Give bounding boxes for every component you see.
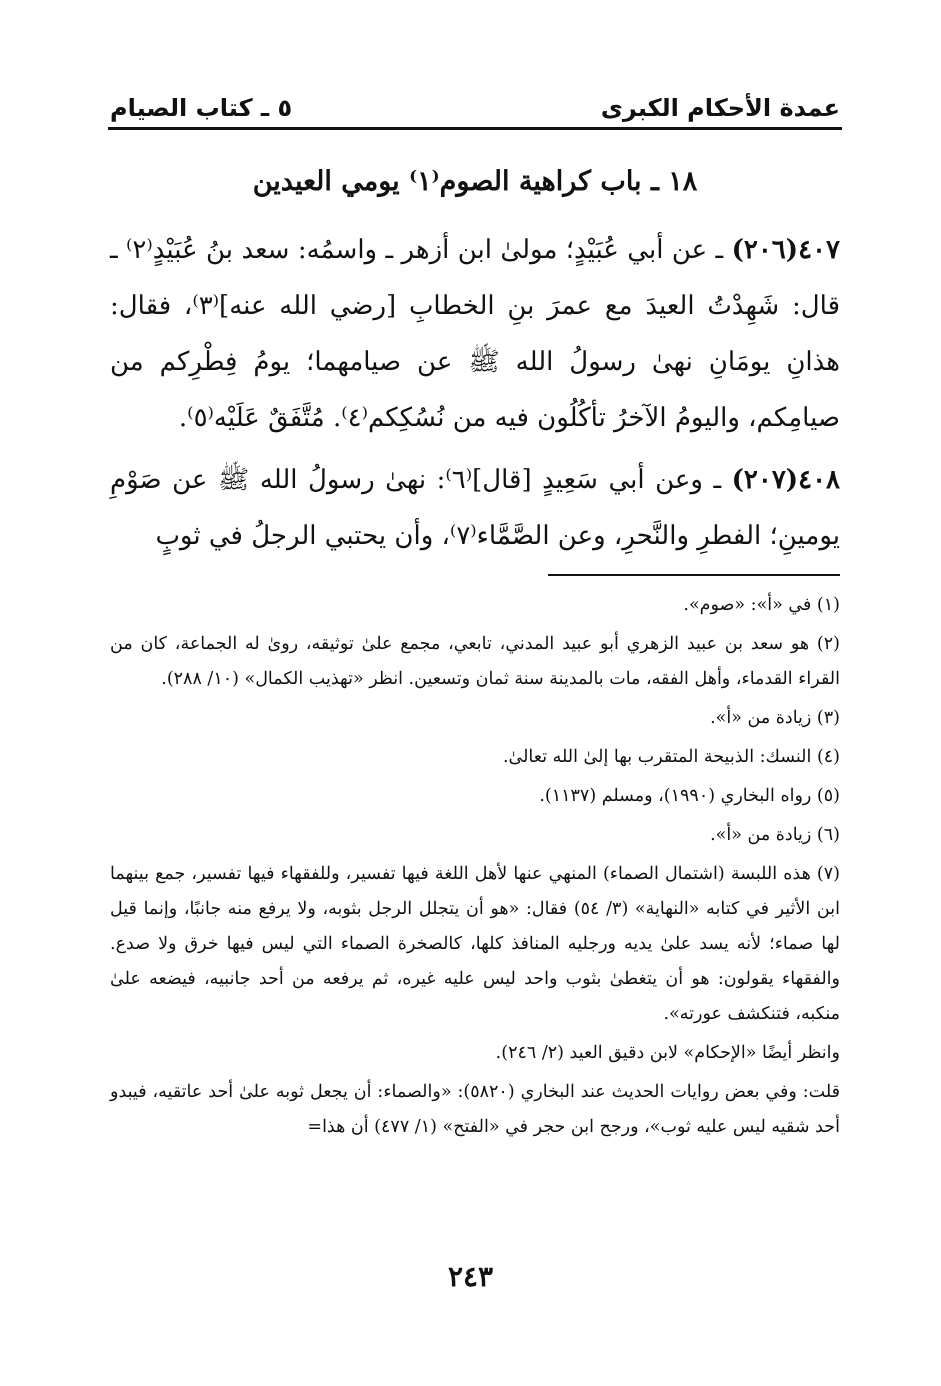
hadith-text: ـ عن أبي عُبَيْدٍ؛ مولىٰ ابن أزهر ـ واسمُه: سعد بنُ عُبَيْدٍ⁽٢⁾ ـ قال: شَهِدْتُ العيدَ مع عمرَ بنِ الخطابِ [رضي الله عنه]⁽٣⁾، فقال: هذانِ يومَانِ نهىٰ رسولُ الله ﷺ عن صيامهما؛ يومُ فِطْرِكم من صيامِكم، واليومُ الآخرُ تأكُلُون فيه من نُسُكِكم⁽٤⁾. مُتَّفَقٌ عَلَيْه⁽٥⁾.	[110, 235, 840, 433]
hadith-paragraph	[110, 222, 840, 446]
hadith-paragraph	[110, 452, 840, 564]
page-number: ٢٤٣	[447, 1260, 494, 1293]
footnote: (٧) هذه اللبسة (اشتمال الصماء) المنهي عنها لأهل اللغة فيها تفسير، وللفقهاء فيها تفسير، جمع بينهما ابن الأثير في كتابه «النهاية» (٣/ ٥٤) فقال: «هو أن يتجلل الرجل بثوبه، ولا يرفع منه جانبًا، وإنما قيل لها صماء؛ لأنه يسد علىٰ يديه ورجليه المنافذ كلها، كالصخرة الصماء التي ليس فيها خرق ولا صدع. والفقهاء يقولون: هو أن يتغطىٰ بثوب واحد ليس عليه غيره، ثم يرفعه من أحد جانبيه، فيضعه علىٰ منكبه، فتنكشف عورته».	[110, 864, 840, 1024]
section-title: ١٨ ـ باب كراهية الصوم⁽١⁾ يومي العيدين	[252, 166, 698, 197]
footnote: وانظر أيضًا «الإحكام» لابن دقيق العيد (٢/ ٢٤٦).	[495, 1043, 840, 1063]
running-header	[110, 92, 840, 128]
chapter-name: ٥ ـ كتاب الصيام	[110, 94, 293, 122]
hadith-number: ٤٠٨(٢٠٧)	[731, 465, 841, 495]
footnotes	[110, 588, 840, 1149]
footnote: (٤) النسك: الذبيحة المتقرب بها إلىٰ الله تعالىٰ.	[502, 747, 840, 767]
footnote: (٢) هو سعد بن عبيد الزهري أبو عبيد المدني، تابعي، مجمع علىٰ توثيقه، روىٰ له الجماعة، كان من القراء القدماء، وأهل الفقه، مات بالمدينة سنة ثمان وتسعين. انظر «تهذيب الكمال» (١٠/ ٢٨٨).	[110, 634, 840, 689]
footnote: قلت: وفي بعض روايات الحديث عند البخاري (٥٨٢٠): «والصماء: أن يجعل ثوبه علىٰ أحد عاتقيه، فيبدو أحد شقيه ليس عليه ثوب»، ورجح ابن حجر في «الفتح» (١/ ٤٧٧) أن هذا=	[110, 1082, 840, 1137]
footnote: (٥) رواه البخاري (١٩٩٠)، ومسلم (١١٣٧).	[539, 786, 840, 806]
hadith-text: ـ وعن أبي سَعِيدٍ [قال]⁽٦⁾: نهىٰ رسولُ الله ﷺ عن صَوْمِ يومينِ؛ الفطرِ والنَّحرِ، وعن الصَّمَّاء⁽٧⁾، وأن يحتبي الرجلُ في ثوبٍ	[110, 465, 840, 551]
footnote: (٣) زيادة من «أ».	[710, 708, 840, 728]
hadith-number: ٤٠٧(٢٠٦)	[731, 235, 840, 265]
header-rule	[108, 127, 842, 130]
footnote: (١) في «أ»: «صوم».	[683, 595, 840, 615]
main-text	[110, 222, 840, 570]
footnote-separator	[548, 574, 840, 576]
footnote: (٦) زيادة من «أ».	[710, 825, 840, 845]
book-title: عمدة الأحكام الكبرى	[600, 94, 840, 122]
